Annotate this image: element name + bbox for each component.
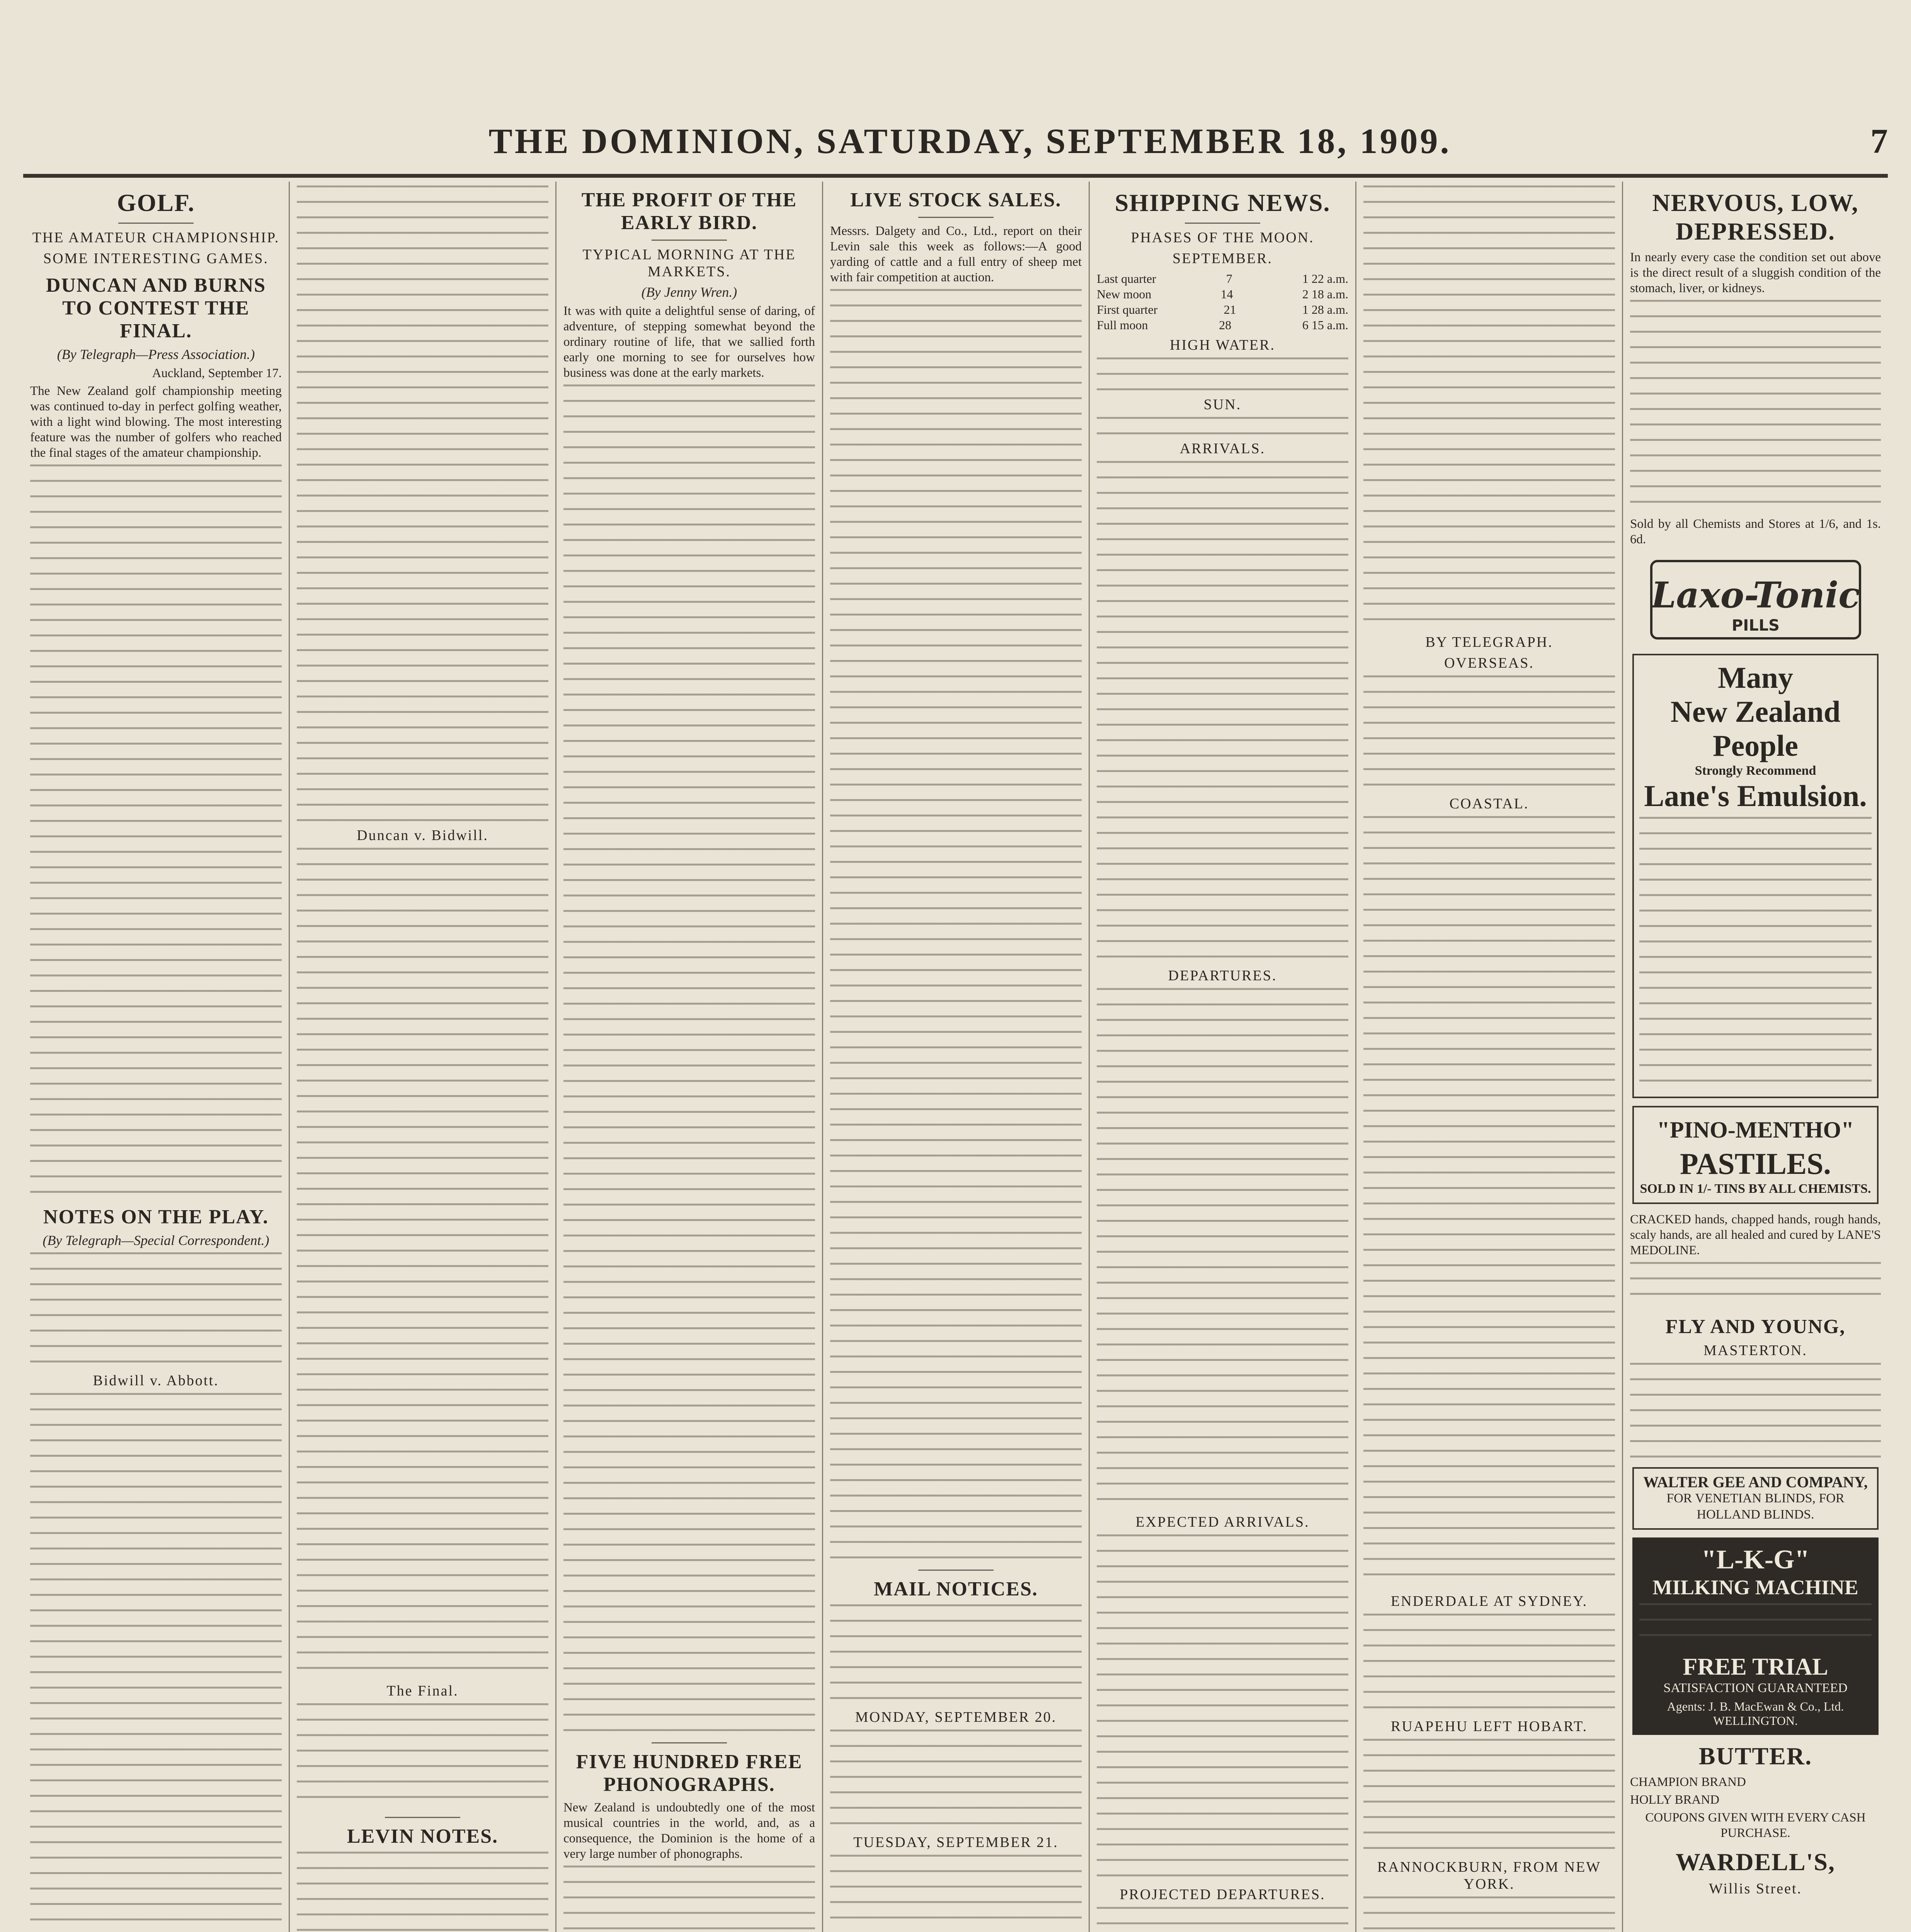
wardells-address: Willis Street.	[1709, 1881, 1802, 1897]
final-heading: The Final.	[386, 1683, 459, 1699]
column-live-stock	[823, 182, 1090, 1932]
sun-heading: SUN.	[1203, 396, 1242, 413]
arrivals-heading: ARRIVALS.	[1179, 440, 1266, 457]
mail-tuesday: TUESDAY, SEPTEMBER 21.	[853, 1834, 1058, 1850]
golf-headline: DUNCAN AND BURNS TO CONTEST THE FINAL.	[46, 274, 266, 342]
moon-phases-heading: PHASES OF THE MOON.	[1131, 230, 1314, 246]
golf-body-text	[30, 464, 282, 1199]
by-telegraph-heading: BY TELEGRAPH.	[1425, 634, 1553, 650]
moon-phase-row: First quarter 21 1 28 a.m.	[1097, 303, 1348, 316]
laxo-tonic-logo	[1647, 553, 1864, 646]
early-bird-subheading: TYPICAL MORNING AT THE MARKETS.	[582, 247, 796, 280]
moon-phase-row: New moon 14 2 18 a.m.	[1097, 287, 1348, 301]
mail-notices-heading: MAIL NOTICES.	[874, 1578, 1038, 1600]
wardells-name: WARDELL'S,	[1676, 1848, 1835, 1876]
butter-coupons: COUPONS GIVEN WITH EVERY CASH PURCHASE.	[1645, 1811, 1866, 1840]
departures-heading: DEPARTURES.	[1168, 968, 1277, 984]
masthead-rule	[23, 174, 1888, 178]
column-advertisements	[1623, 182, 1888, 1932]
early-bird-lead: It was with quite a delightful sense of daring, of adventure, of stepping somewhat beyond the ordinary routine of life, that we sallied forth early one morning to see for ourselves how business was done at the early markets.	[563, 304, 815, 380]
moon-phases-month: SEPTEMBER.	[1172, 250, 1273, 267]
golf-heading: GOLF.	[117, 189, 195, 216]
fly-young-place: MASTERTON.	[1703, 1342, 1807, 1359]
match-bidwill-abbott: Bidwill v. Abbott.	[93, 1372, 219, 1389]
page-number: 7	[1870, 122, 1888, 160]
laxo-tonic-brand: Laxo-Tonic	[1651, 574, 1860, 616]
shipping-heading: SHIPPING NEWS.	[1115, 189, 1331, 216]
golf-byline: (By Telegraph—Press Association.)	[57, 347, 255, 362]
expected-arrivals-heading: EXPECTED ARRIVALS.	[1135, 1514, 1310, 1530]
high-water-heading: HIGH WATER.	[1170, 337, 1275, 353]
golf-kicker: SOME INTERESTING GAMES.	[43, 250, 269, 267]
live-stock-heading: LIVE STOCK SALES.	[850, 189, 1062, 211]
page-title: THE DOMINION, SATURDAY, SEPTEMBER 18, 1909.	[488, 121, 1452, 161]
early-bird-heading: THE PROFIT OF THE EARLY BIRD.	[581, 189, 797, 234]
moon-phase-row: Last quarter 7 1 22 a.m.	[1097, 272, 1348, 286]
column-golf	[23, 182, 290, 1932]
levin-heading: LEVIN NOTES.	[347, 1825, 498, 1847]
enderdale-heading: ENDERDALE AT SYDNEY.	[1390, 1593, 1588, 1609]
lanes-emulsion-ad: Many New Zealand People Strongly Recommend Lane's Emulsion.	[1632, 654, 1879, 1098]
rannockburn-heading: RANNOCKBURN, FROM NEW YORK.	[1377, 1859, 1601, 1892]
notes-heading: NOTES ON THE PLAY.	[43, 1206, 269, 1228]
moon-phase-row: Full moon 28 6 15 a.m.	[1097, 318, 1348, 332]
butter-champion: CHAMPION BRAND	[1630, 1775, 1746, 1789]
column-shipping	[1090, 182, 1356, 1932]
fly-young-title: FLY AND YOUNG,	[1665, 1316, 1846, 1338]
projected-departures-heading: PROJECTED DEPARTURES.	[1120, 1886, 1326, 1903]
walter-gee-ad: WALTER GEE AND COMPANY, FOR VENETIAN BLINDS, FOR HOLLAND BLINDS.	[1632, 1467, 1879, 1530]
laxo-sold-line: Sold by all Chemists and Stores at 1/6, and 1s. 6d.	[1630, 517, 1881, 546]
masthead	[23, 112, 1888, 170]
butter-holly: HOLLY BRAND	[1630, 1793, 1720, 1807]
mail-monday: MONDAY, SEPTEMBER 20.	[855, 1709, 1057, 1725]
laxo-pills-label: PILLS	[1731, 617, 1780, 634]
column-telegraph	[1356, 182, 1623, 1932]
lkg-milking-ad: "L-K-G" MILKING MACHINE FREE TRIAL SATISFACTION GUARANTEED Agents: J. B. MacEwan & Co., Ltd. WELLINGTON.	[1632, 1537, 1879, 1735]
live-stock-lead: Messrs. Dalgety and Co., Ltd., report on their Levin sale this week as follows:—A good yarding of cattle and a full entry of sheep met with fair competition at auction.	[830, 224, 1082, 284]
ruapehu-heading: RUAPEHU LEFT HOBART.	[1390, 1718, 1588, 1735]
pino-mentho-ad: "PINO-MENTHO" PASTILES. SOLD IN 1/- TINS BY ALL CHEMISTS.	[1632, 1106, 1879, 1204]
early-bird-byline: (By Jenny Wren.)	[641, 284, 737, 300]
nervous-ad-text: In nearly every case the condition set out above is the direct result of a sluggish condition of the stomach, liver, or kidneys.	[1630, 250, 1881, 295]
moon-phases-table	[1097, 271, 1348, 333]
golf-subheading: THE AMATEUR CHAMPIONSHIP.	[32, 230, 280, 246]
notes-byline: (By Telegraph—Special Correspondent.)	[43, 1233, 269, 1248]
golf-dateline: Auckland, September 17.	[152, 366, 282, 380]
phonographs-heading: FIVE HUNDRED FREE PHONOGRAPHS.	[576, 1751, 803, 1796]
butter-title: BUTTER.	[1698, 1742, 1812, 1770]
column-golf-continued	[290, 182, 556, 1932]
match-duncan-bidwill: Duncan v. Bidwill.	[357, 827, 488, 844]
telegraph-coastal: COASTAL.	[1449, 796, 1529, 812]
nervous-ad-title: NERVOUS, LOW, DEPRESSED.	[1652, 189, 1859, 245]
phonographs-lead: New Zealand is undoubtedly one of the most musical countries in the world, and, as a consequence, the Dominion is the home of a very large number of phonographs.	[563, 1801, 815, 1861]
golf-lead: The New Zealand golf championship meeting was continued to-day in perfect golfing weather, with a light wind blowing. The most interesting feature was the number of golfers who reached the final stages of the amateur championship.	[30, 384, 282, 460]
medoline-ad: CRACKED hands, chapped hands, rough hands, scaly hands, are all healed and cured by LANE'S MEDOLINE.	[1630, 1213, 1881, 1257]
telegraph-overseas: OVERSEAS.	[1444, 655, 1534, 671]
column-early-bird	[556, 182, 823, 1932]
